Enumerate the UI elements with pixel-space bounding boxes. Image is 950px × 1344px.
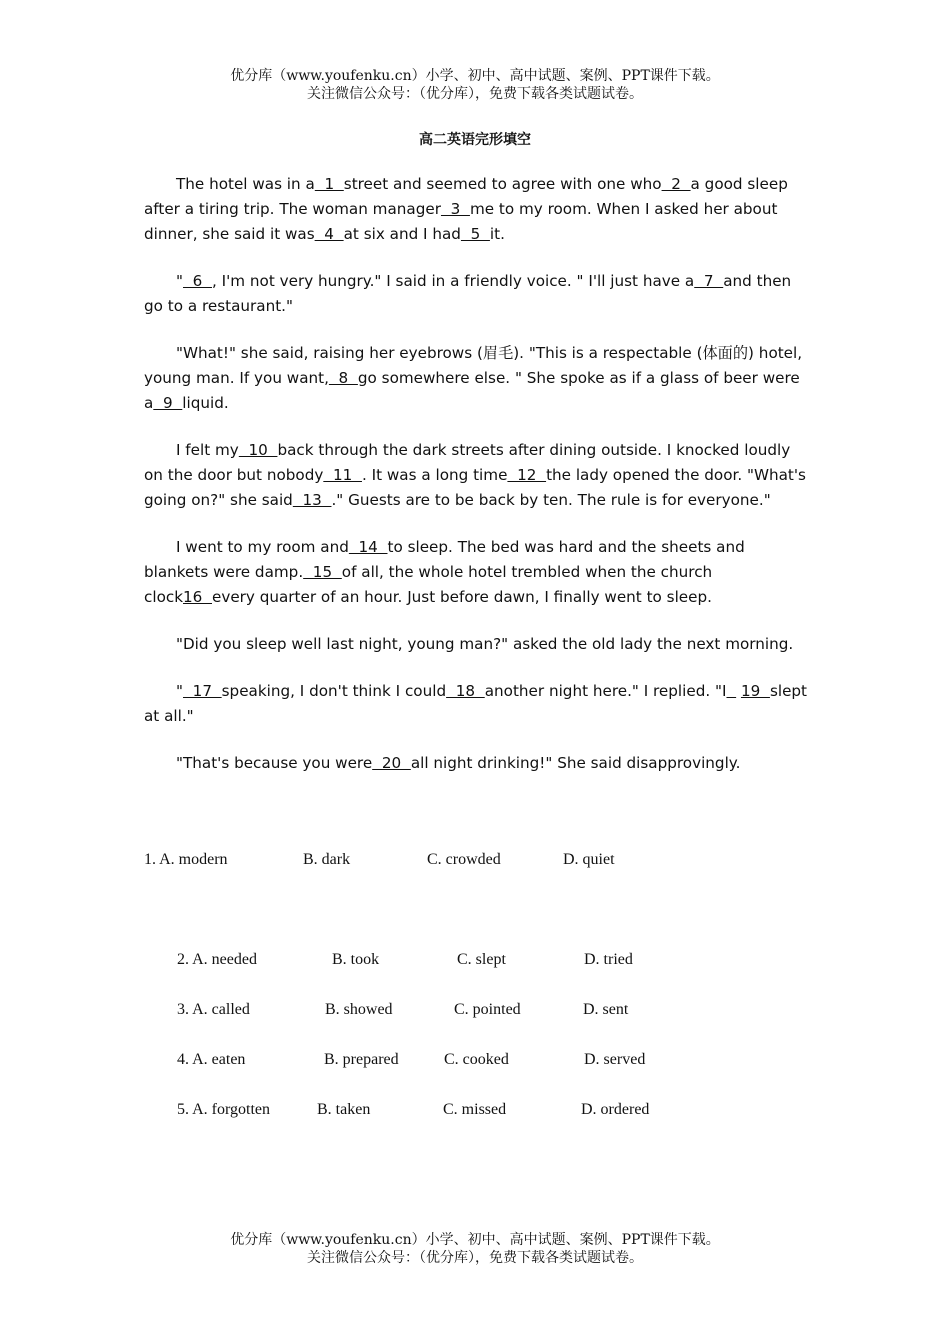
option-2-b: B. took [332,951,380,968]
footer-line-1: 优分库（www.youfenku.cn）小学、初中、高中试题、案例、PPT课件下载。 [230,1232,720,1248]
passage-text: "That's because you were [176,754,373,772]
passage-text: a good sleep after a tiring trip. The woman manager [144,175,788,218]
blank-20: 20 [372,754,411,772]
passage-text: speaking, I don't think I could [221,682,447,700]
paragraph-4 [144,438,810,513]
passage-text: me to my room. When I asked her about dinner, she said it was [144,200,778,243]
blank-7: 7 [694,272,724,290]
passage-text: another night here." I replied. "I [484,682,727,700]
blank-6: 6 [183,272,212,290]
blank-19-lead [726,682,736,700]
option-2-c: C. slept [457,951,506,968]
passage-text: it. [489,225,505,243]
passage-text: I felt my [176,441,239,459]
blank-14: 14 [348,538,388,556]
page-header [0,67,950,103]
blank-4: 4 [314,225,344,243]
paragraph-7 [144,679,810,729]
document-title: 高二英语完形填空 [419,132,531,148]
blank-13: 13 [292,491,332,509]
passage-text: street and seemed to agree with one who [343,175,662,193]
passage-text: back through the dark streets after dining outside. I knocked loudly on the door but nobody [144,441,791,484]
paragraph-5 [144,535,810,610]
paragraph-1 [144,172,810,247]
page-footer [0,1231,950,1267]
option-1-d: D. quiet [563,851,615,868]
option-4-c: C. cooked [444,1051,509,1068]
blank-15: 15 [303,563,342,581]
header-line-2: 关注微信公众号：（优分库），免费下载各类试题试卷。 [307,86,643,102]
blank-12: 12 [507,466,547,484]
paragraph-6 [144,632,810,657]
paragraph-3 [144,341,810,416]
blank-19: 19 [740,682,770,700]
option-5-d: D. ordered [581,1101,650,1118]
blank-1: 1 [314,175,344,193]
passage-text: " [176,272,183,290]
passage-text: I went to my room and [176,538,349,556]
blank-2: 2 [661,175,691,193]
passage-text: and then go to a restaurant." [144,272,792,315]
passage-text: of all, the whole hotel trembled when the church clock [144,563,713,606]
paragraph-2 [144,269,810,319]
option-4-d: D. served [584,1051,646,1068]
blank-9: 9 [153,394,183,412]
passage-text: the lady opened the door. "What's going on?" she said [144,466,806,509]
blank-8: 8 [328,369,358,387]
passage-text: The hotel was in a [176,175,315,193]
footer-line-2: 关注微信公众号：（优分库），免费下载各类试题试卷。 [307,1250,643,1266]
blank-10: 10 [238,441,278,459]
option-3-b: B. showed [325,1001,393,1018]
header-line-1: 优分库（www.youfenku.cn）小学、初中、高中试题、案例、PPT课件下载。 [230,68,720,84]
cloze-passage [144,172,810,798]
option-3-c: C. pointed [454,1001,521,1018]
option-3-a: 3. A. called [177,1001,250,1018]
blank-11: 11 [323,466,362,484]
option-1-b: B. dark [303,851,351,868]
passage-text: "Did you sleep well last night, young man?" asked the old lady the next morning. [176,635,794,653]
paragraph-8 [144,751,810,776]
option-1-c: C. crowded [427,851,501,868]
option-5-a: 5. A. forgotten [177,1101,271,1118]
passage-text: , I'm not very hungry." I said in a friendly voice. " I'll just have a [211,272,695,290]
blank-5: 5 [460,225,490,243]
passage-text: at six and I had [343,225,461,243]
blank-16: 16 [183,588,212,606]
option-4-b: B. prepared [324,1051,399,1068]
blank-18: 18 [446,682,485,700]
passage-text: "What!" she said, raising her eyebrows (眉毛). "This is a respectable (体面的) hotel, young man. If you want, [144,344,803,387]
option-3-d: D. sent [583,1001,629,1018]
passage-text: slept at all." [144,682,808,725]
option-5-b: B. taken [317,1101,371,1118]
option-2-d: D. tried [584,951,633,968]
passage-text: all night drinking!" She said disapprovingly. [410,754,741,772]
passage-text: to sleep. The bed was hard and the sheets and blankets were damp. [144,538,745,581]
option-5-c: C. missed [443,1101,507,1118]
option-1-a: 1. A. modern [144,851,228,868]
passage-text: ." Guests are to be back by ten. The rule is for everyone." [331,491,771,509]
option-2-a: 2. A. needed [177,951,257,968]
passage-text: go somewhere else. " She spoke as if a glass of beer were a [144,369,800,412]
passage-text: liquid. [182,394,229,412]
blank-17: 17 [183,682,222,700]
passage-text: " [176,682,183,700]
passage-text: . It was a long time [361,466,508,484]
passage-text: every quarter of an hour. Just before dawn, I finally went to sleep. [212,588,712,606]
option-4-a: 4. A. eaten [177,1051,246,1068]
blank-3: 3 [440,200,470,218]
